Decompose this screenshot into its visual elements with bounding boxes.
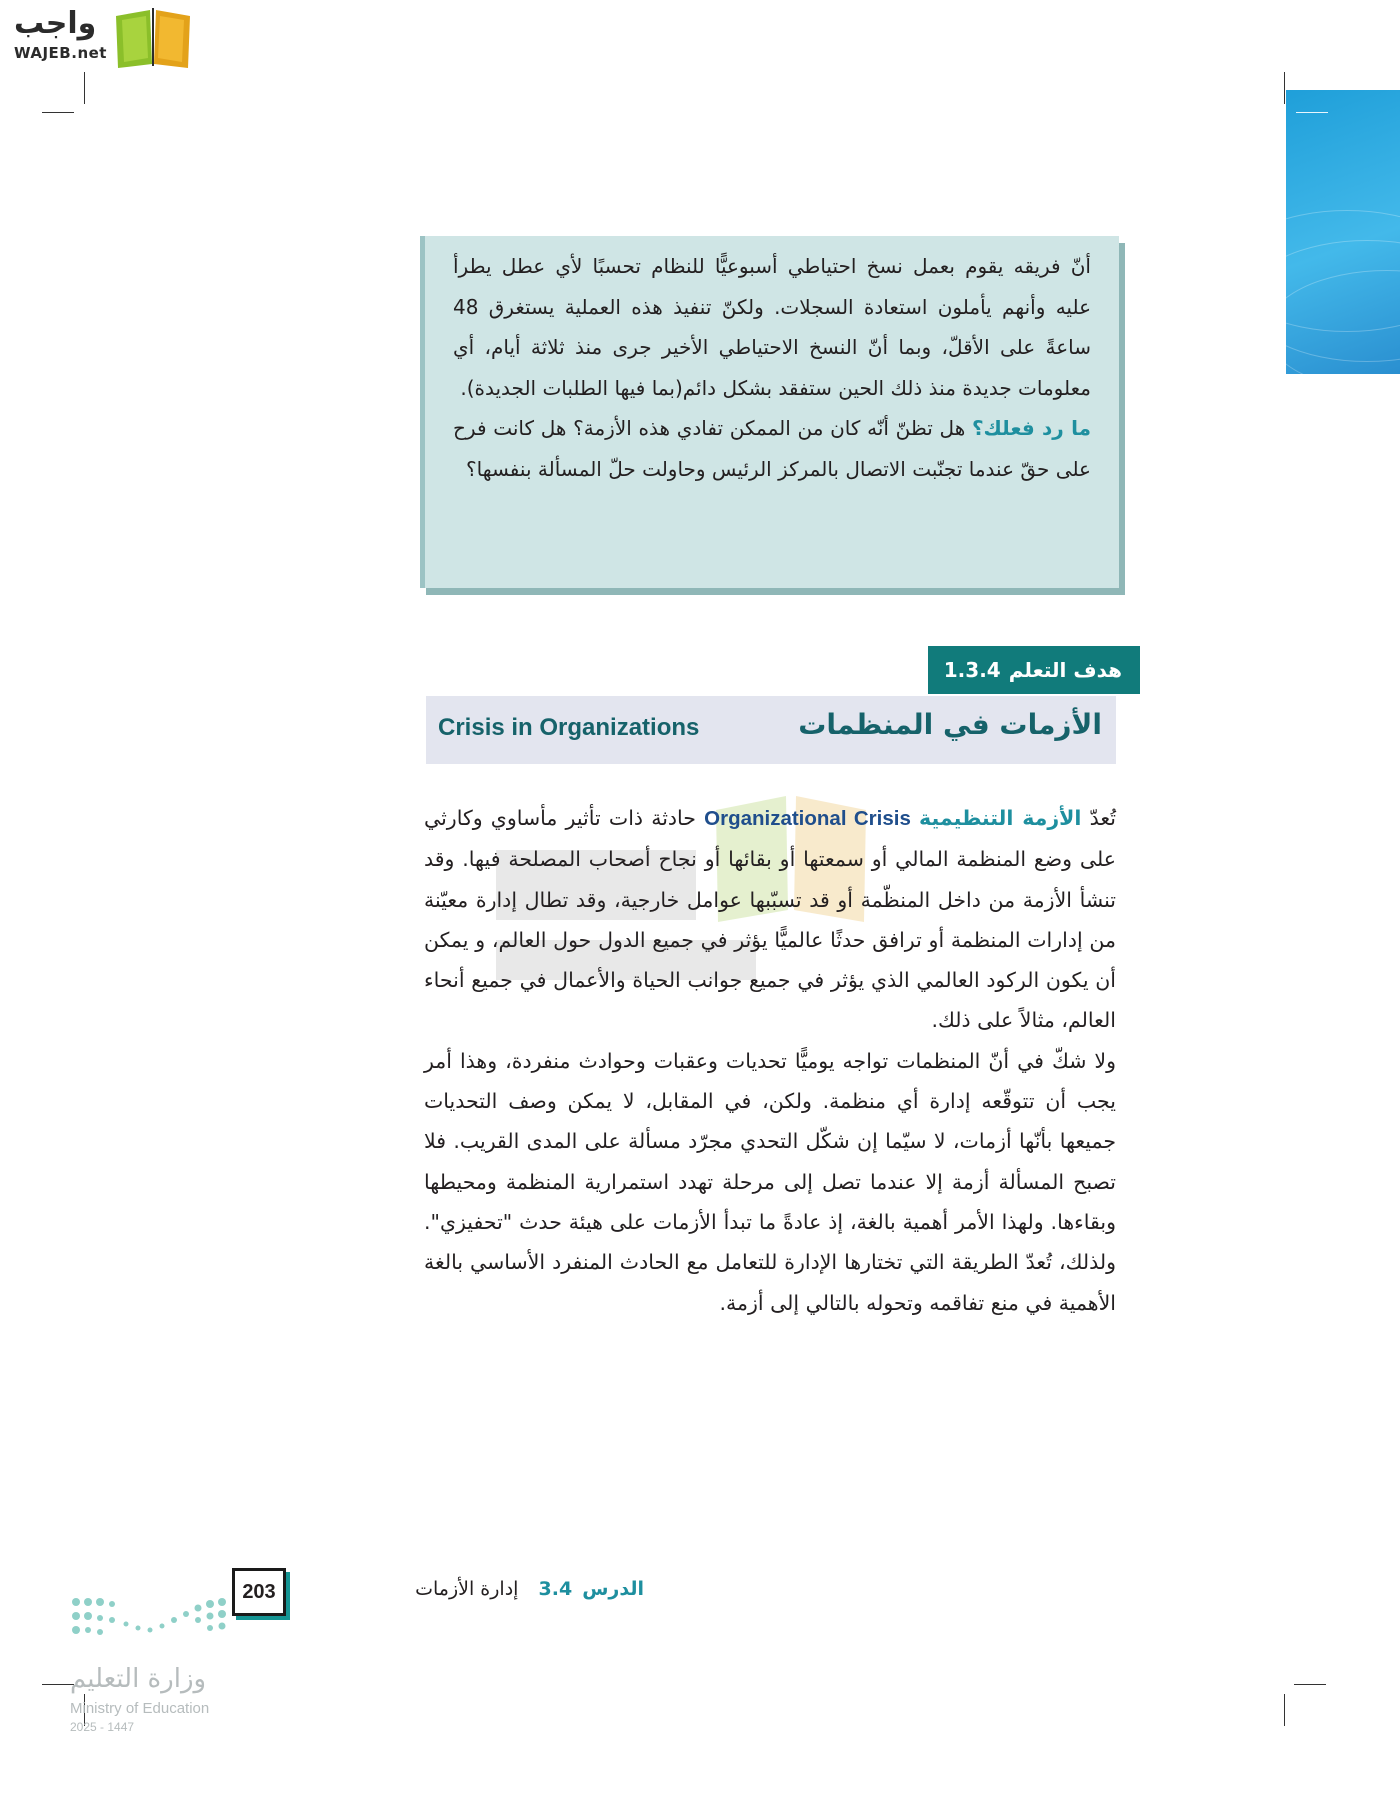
book-icon [110,6,196,68]
ministry-year: 2025 - 1447 [70,1720,135,1734]
logo-latin: WAJEB.net [14,44,107,62]
logo-arabic: واجب [14,6,97,41]
wajeb-logo[interactable] [10,6,190,68]
body-paragraph-1 [424,798,1116,1041]
objective-number: 1.3.4 [943,658,1001,682]
crop-mark [84,72,85,104]
section-title-arabic: الأزمات في المنظمات [798,708,1102,741]
lesson-label: الدرس [582,1578,644,1600]
crop-mark [1284,72,1285,104]
crop-mark [42,112,74,113]
chapter-side-tab [1286,90,1400,374]
crop-mark [1294,1684,1326,1685]
objective-label: هدف التعلم [1008,658,1122,682]
ministry-english: Ministry of Education [70,1700,210,1717]
footer-lesson [415,1578,644,1600]
term-arabic: الأزمة التنظيمية [919,806,1082,830]
lesson-title: إدارة الأزمات [415,1578,519,1600]
term-english: Organizational Crisis [704,807,911,830]
ministry-dots-icon [66,1590,236,1650]
section-header [426,696,1116,764]
reaction-question-label: ما رد فعلك؟ [971,416,1092,440]
section-title-english: Crisis in Organizations [438,714,700,741]
scenario-note-box [420,236,1119,588]
ministry-arabic: وزارة التعليم [70,1664,207,1694]
note-paragraph: أنّ فريقه يقوم بعمل نسخ احتياطي أسبوعيًّا للنظام تحسبًا لأي عطل يطرأ عليه وأنهم يأملون استعادة السجلات. ولكنّ تنفيذ هذه العملية يستغرق 48 ساعةً على الأقلّ، وبما أنّ النسخ الاحتياطي الأخير جرى منذ ثلاثة أيام، أي معلومات جديدة منذ ذلك الحين ستفقد بشكل دائم(بما فيها الطلبات الجديدة). [453,254,1091,400]
reaction-question-text: هل تظنّ أنّه كان من الممكن تفادي هذه الأزمة؟ هل كانت فرح على حقّ عندما تجنّبت الاتصال بالمركز الرئيس وحاولت حلّ المسألة بنفسها؟ [453,416,1091,481]
lesson-number: 3.4 [538,1578,573,1600]
article-body [424,798,1116,1323]
page-number: 203 [232,1568,286,1616]
p1-prefix: تُعدّ [1089,806,1116,830]
note-text [453,246,1091,489]
crop-mark [1284,1694,1285,1726]
ministry-logo [66,1590,246,1734]
p1-rest: حادثة ذات تأثير مأساوي وكارثي على وضع المنظمة المالي أو سمعتها أو بقائها أو نجاح أصحاب المصلحة فيها. وقد تنشأ الأزمة من داخل المنظّمة أو قد تسبّبها عوامل خارجية، وقد تطال إدارة معيّنة من إدارات المنظمة أو ترافق حدثًا عالميًّا يؤثر في جميع الدول حول العالم، و يمكن أن يكون الركود العالمي الذي يؤثر في جميع جوانب الحياة والأعمال في جميع أنحاء العالم، مثالاً على ذلك. [424,806,1116,1033]
body-paragraph-2: ولا شكّ في أنّ المنظمات تواجه يوميًّا تحديات وعقبات وحوادث منفردة، وهذا أمر يجب أن تتوقّعه إدارة أي منظمة. ولكن، في المقابل، لا يمكن وصف التحديات جميعها بأنّها أزمات، لا سيّما إن شكّل التحدي مجرّد مسألة على المدى القريب. فلا تصبح المسألة أزمة إلا عندما تصل إلى مرحلة تهدد استمرارية المنظمة ومحيطها وبقاءها. ولهذا الأمر أهمية بالغة، إذ عادةً ما تبدأ الأزمات على هيئة حدث "تحفيزي". ولذلك، تُعدّ الطريقة التي تختارها الإدارة للتعامل مع الحادث المنفرد الأساسي بالغة الأهمية في منع تفاقمه وتحوله بالتالي إلى أزمة. [424,1048,1116,1315]
learning-objective-badge [928,646,1140,694]
